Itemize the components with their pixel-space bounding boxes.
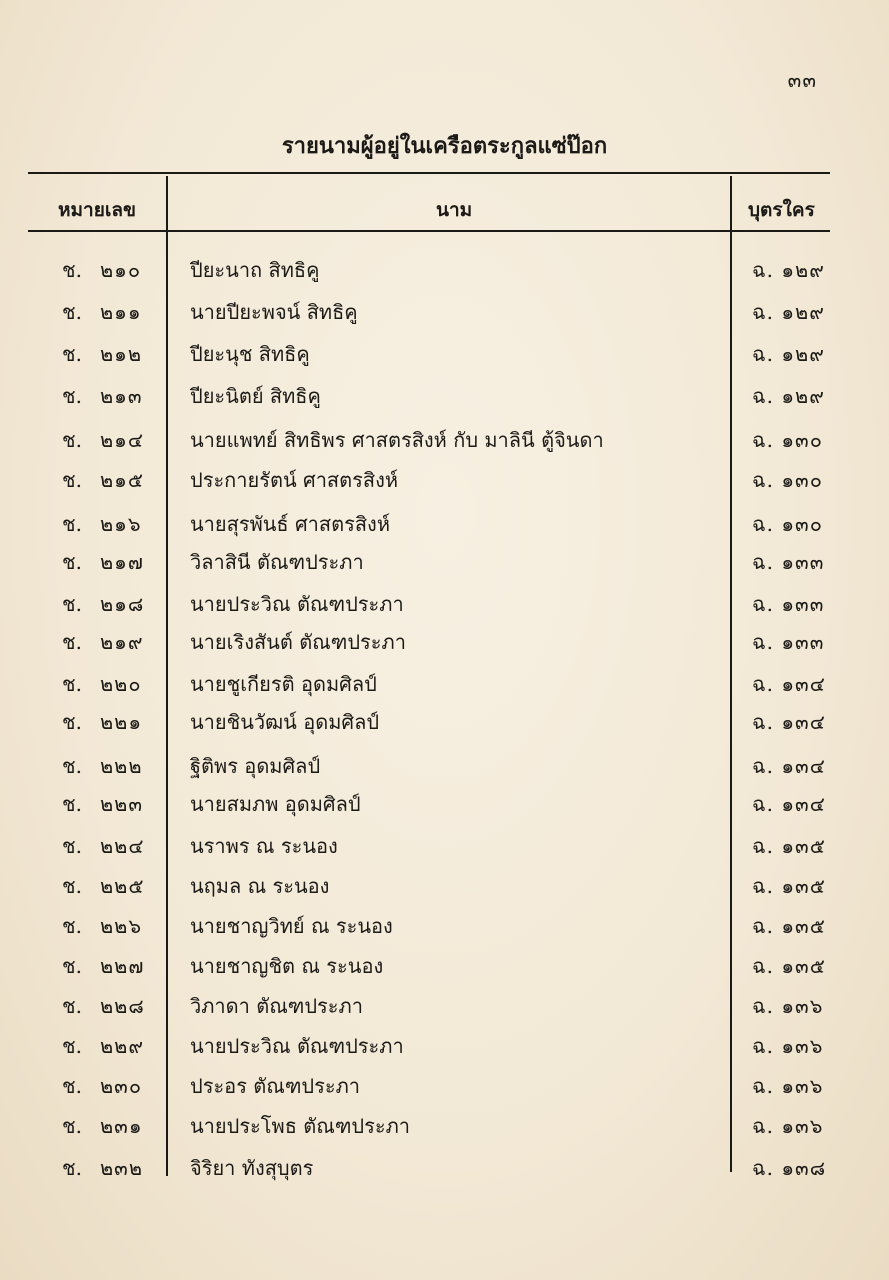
table-row [0, 706, 889, 746]
row-number: ๒๓๒ [100, 1156, 144, 1180]
row-number: ๒๑๗ [100, 550, 144, 574]
row-number: ๒๑๖ [100, 512, 142, 536]
row-number: ๒๒๕ [100, 874, 145, 898]
row-prefix: ช. [62, 1114, 82, 1138]
row-name: ประกายรัตน์ ศาสตรสิงห์ [190, 468, 399, 492]
page-number: ๓๓ [787, 68, 817, 92]
row-name: วิลาสินี ตัณฑประภา [190, 550, 364, 574]
row-name: นายปียะพจน์ สิทธิคู [190, 300, 358, 324]
row-name: จิริยา ทังสุบุตร [190, 1156, 314, 1180]
table-row [0, 1110, 889, 1150]
row-name: นายประโพธ ตัณฑประภา [190, 1114, 411, 1138]
page-title: รายนามผู้อยู่ในเครือตระกูลแซ่ป๊อก [281, 133, 608, 159]
row-number: ๒๒๓ [100, 792, 144, 816]
row-parent-ref: ฉ. ๑๓๖ [752, 1114, 824, 1138]
header-number: หมายเลข [58, 199, 136, 221]
row-name: ปียะนุช สิทธิคู [190, 342, 310, 366]
row-prefix: ช. [62, 258, 82, 282]
row-parent-ref: ฉ. ๑๓๕ [752, 914, 826, 938]
row-parent-ref: ฉ. ๑๓๕ [752, 834, 826, 858]
row-name: นายเริงสันต์ ตัณฑประภา [190, 630, 406, 654]
table-row [0, 588, 889, 628]
table-header-rule [28, 230, 830, 232]
row-name: นายชูเกียรติ อุดมศิลป์ [190, 672, 377, 696]
row-number: ๒๑๙ [100, 630, 144, 654]
row-number: ๒๒๑ [100, 710, 143, 734]
row-number: ๒๓๐ [100, 1074, 143, 1098]
header-name: นาม [436, 199, 473, 221]
row-prefix: ช. [62, 468, 82, 492]
row-parent-ref: ฉ. ๑๓๔ [752, 672, 826, 696]
row-prefix: ช. [62, 914, 82, 938]
row-number: ๒๑๑ [100, 300, 142, 324]
row-name: นายแพทย์ สิทธิพร ศาสตรสิงห์ กับ มาลินี ตู้จินดา [190, 428, 604, 452]
row-name: นายสมภพ อุดมศิลป์ [190, 792, 361, 816]
row-parent-ref: ฉ. ๑๓๖ [752, 1034, 824, 1058]
row-parent-ref: ฉ. ๑๓๕ [752, 954, 826, 978]
row-name: ปียะนาถ สิทธิคู [190, 258, 320, 282]
table-row [0, 668, 889, 708]
row-parent-ref: ฉ. ๑๓๔ [752, 792, 826, 816]
row-parent-ref: ฉ. ๑๒๙ [752, 342, 825, 366]
table-row [0, 424, 889, 464]
row-name: ปียะนิตย์ สิทธิคู [190, 384, 321, 408]
row-number: ๒๒๘ [100, 994, 145, 1018]
row-prefix: ช. [62, 792, 82, 816]
row-number: ๒๑๓ [100, 384, 143, 408]
row-number: ๒๒๗ [100, 954, 145, 978]
row-name: นายประวิณ ตัณฑประภา [190, 1034, 404, 1058]
row-number: ๒๑๐ [100, 258, 142, 282]
row-prefix: ช. [62, 874, 82, 898]
row-parent-ref: ฉ. ๑๓๓ [752, 630, 825, 654]
row-parent-ref: ฉ. ๑๓๔ [752, 754, 826, 778]
row-prefix: ช. [62, 1156, 82, 1180]
row-prefix: ช. [62, 994, 82, 1018]
row-name: วิภาดา ตัณฑประภา [190, 994, 363, 1018]
row-number: ๒๒๙ [100, 1034, 145, 1058]
table-row [0, 338, 889, 378]
table-row [0, 296, 889, 336]
row-number: ๒๑๔ [100, 428, 145, 452]
row-prefix: ช. [62, 384, 82, 408]
table-row [0, 1070, 889, 1110]
row-parent-ref: ฉ. ๑๓๕ [752, 874, 826, 898]
row-parent-ref: ฉ. ๑๓๖ [752, 1074, 824, 1098]
table-row [0, 788, 889, 828]
row-name: นายชินวัฒน์ อุดมศิลป์ [190, 710, 380, 734]
row-number: ๒๑๒ [100, 342, 143, 366]
row-prefix: ช. [62, 592, 82, 616]
row-name: นฤมล ณ ระนอง [190, 874, 330, 898]
row-prefix: ช. [62, 428, 82, 452]
row-name: นายสุรพันธ์ ศาสตรสิงห์ [190, 512, 391, 536]
row-name: ประอร ตัณฑประภา [190, 1074, 361, 1098]
row-parent-ref: ฉ. ๑๓๓ [752, 592, 825, 616]
table-row [0, 464, 889, 504]
row-prefix: ช. [62, 630, 82, 654]
table-row [0, 1152, 889, 1192]
row-prefix: ช. [62, 300, 82, 324]
row-prefix: ช. [62, 512, 82, 536]
row-number: ๒๒๖ [100, 914, 143, 938]
row-name: นายชาญวิทย์ ณ ระนอง [190, 914, 393, 938]
row-prefix: ช. [62, 342, 82, 366]
row-parent-ref: ฉ. ๑๓๖ [752, 994, 824, 1018]
row-prefix: ช. [62, 954, 82, 978]
header-child-of: บุตรใคร [748, 199, 815, 221]
row-prefix: ช. [62, 550, 82, 574]
table-row [0, 990, 889, 1030]
table-row [0, 830, 889, 870]
row-parent-ref: ฉ. ๑๓๓ [752, 550, 825, 574]
row-prefix: ช. [62, 834, 82, 858]
row-prefix: ช. [62, 1074, 82, 1098]
table-row [0, 950, 889, 990]
row-prefix: ช. [62, 710, 82, 734]
row-parent-ref: ฉ. ๑๒๙ [752, 300, 825, 324]
row-parent-ref: ฉ. ๑๒๙ [752, 384, 825, 408]
row-number: ๒๒๐ [100, 672, 142, 696]
row-number: ๒๓๑ [100, 1114, 143, 1138]
table-row [0, 546, 889, 586]
table-row [0, 254, 889, 294]
table-row [0, 910, 889, 950]
table-row [0, 1030, 889, 1070]
table-row [0, 380, 889, 420]
row-number: ๒๑๕ [100, 468, 145, 492]
row-parent-ref: ฉ. ๑๓๐ [752, 512, 823, 536]
row-number: ๒๒๒ [100, 754, 143, 778]
row-number: ๒๑๘ [100, 592, 145, 616]
row-prefix: ช. [62, 1034, 82, 1058]
table-row [0, 626, 889, 666]
table-row [0, 508, 889, 548]
row-number: ๒๒๔ [100, 834, 145, 858]
row-name: นายประวิณ ตัณฑประภา [190, 592, 404, 616]
row-parent-ref: ฉ. ๑๓๘ [752, 1156, 827, 1180]
table-row [0, 870, 889, 910]
row-prefix: ช. [62, 754, 82, 778]
row-name: นายชาญชิต ณ ระนอง [190, 954, 384, 978]
row-parent-ref: ฉ. ๑๓๐ [752, 468, 823, 492]
row-name: นราพร ณ ระนอง [190, 834, 338, 858]
row-parent-ref: ฉ. ๑๓๐ [752, 428, 823, 452]
table-row [0, 750, 889, 790]
row-name: ฐิติพร อุดมศิลป์ [190, 754, 321, 778]
row-parent-ref: ฉ. ๑๓๔ [752, 710, 826, 734]
row-parent-ref: ฉ. ๑๒๙ [752, 258, 825, 282]
row-prefix: ช. [62, 672, 82, 696]
table-top-rule [28, 172, 830, 174]
